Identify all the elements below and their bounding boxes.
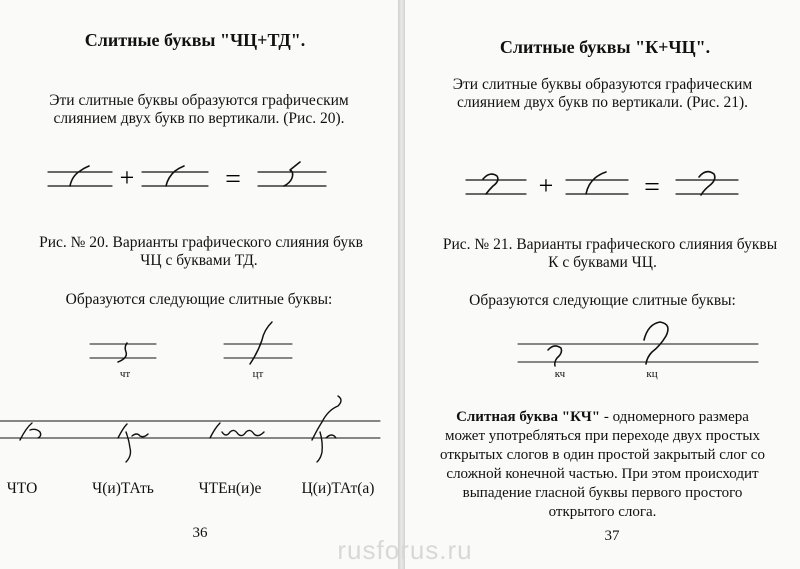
fig20-term2-letter (166, 166, 184, 186)
figure-21-caption-line-1: Рис. № 21. Варианты графического слияния буквы (442, 236, 778, 253)
figure-20-caption-line-2: ЧЦ с буквами ТД. (140, 252, 258, 269)
kch-description-bold: Слитная буква "КЧ" (456, 409, 601, 425)
right-forms-heading: Образуются следующие слитные буквы: (469, 292, 736, 309)
fig21-equals-sign: = (644, 172, 660, 203)
left-intro-line-1: Эти слитные буквы образуются графическим (49, 92, 349, 109)
right-page-number: 37 (604, 528, 620, 544)
ligature-label-tst: цт (252, 368, 264, 380)
word-tsitata-script (312, 396, 341, 462)
left-forms-heading: Образуются следующие слитные буквы: (65, 291, 333, 308)
kch-description-line-3: открытых слогов в один простой закрытый слог со (440, 447, 765, 463)
fig20-plus-sign: + (119, 163, 135, 192)
figure-21-equation (466, 172, 738, 195)
fig20-result-letter (284, 162, 300, 186)
right-ligatures (518, 322, 758, 366)
figure-21-caption-line-2: К с буквами ЧЦ. (548, 254, 657, 271)
word-label-tsitata: Ц(и)ТАт(а) (301, 480, 375, 497)
word-writing-sample (0, 396, 380, 462)
kch-description-line-4: сложной конечной частью. При этом происходит (446, 466, 759, 482)
fig21-result-letter (699, 172, 715, 195)
kch-description-line-6: открытого слога. (548, 504, 657, 520)
fig21-term1-letter (483, 174, 498, 194)
fig20-equals-sign: = (225, 164, 241, 195)
kch-description-line-5: выпадение гласной буквы первого простого (462, 485, 743, 501)
ligature-label-kch: кч (554, 368, 566, 380)
fig21-plus-sign: + (538, 171, 554, 200)
right-page-title: Слитные буквы "К+ЧЦ". (499, 37, 711, 57)
kch-description-line-2: может употребляться при переходе двух простых (445, 428, 760, 444)
kch-description-line-1: - одномерного размера (600, 409, 749, 425)
right-intro-line-2: слиянием двух букв по вертикали. (Рис. 21). (457, 94, 748, 111)
left-ligatures (90, 322, 292, 364)
left-page-title: Слитные буквы "ЧЦ+ТД". (84, 30, 306, 50)
cht-ligature-letter (118, 343, 127, 362)
ligature-label-cht: чт (119, 368, 131, 380)
kch-ligature-letter (548, 346, 562, 366)
word-label-chtenie: ЧТЕн(и)е (198, 480, 262, 497)
watermark: rusforus.ru (337, 535, 473, 565)
left-intro-line-2: слиянием двух букв по вертикали. (Рис. 20). (53, 110, 345, 127)
kts-ligature-letter (644, 322, 668, 364)
word-label-chitat: Ч(и)ТАть (92, 480, 154, 497)
right-intro-line-1: Эти слитные буквы образуются графическим (452, 76, 753, 93)
word-label-chto: ЧТО (6, 480, 38, 497)
figure-20-equation (48, 162, 326, 186)
left-page-number: 36 (192, 525, 208, 541)
word-chtenie-script (210, 423, 264, 438)
figure-20-caption-line-1: Рис. № 20. Варианты графического слияния букв (39, 234, 363, 251)
ligature-label-kts: кц (646, 368, 658, 380)
word-chitat-script (118, 424, 148, 462)
fig20-term1-letter (70, 166, 89, 186)
fig21-term2-letter (586, 172, 606, 194)
